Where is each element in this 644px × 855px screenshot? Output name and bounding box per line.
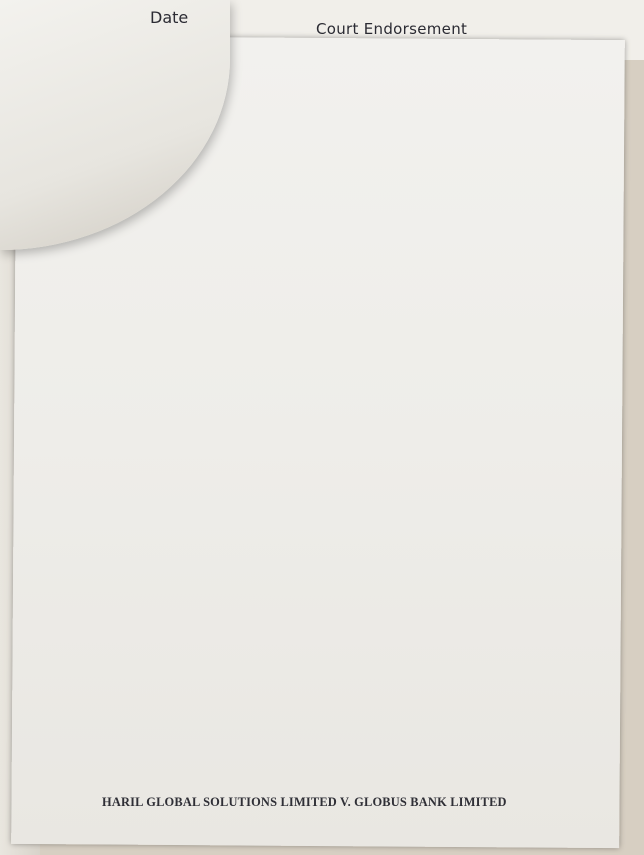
case-title-footer: HARIL GLOBAL SOLUTIONS LIMITED V. GLOBUS BANK LIMITED [102, 795, 507, 809]
court-endorsement-label: Court Endorsement [316, 20, 468, 38]
date-label: Date [150, 8, 189, 27]
